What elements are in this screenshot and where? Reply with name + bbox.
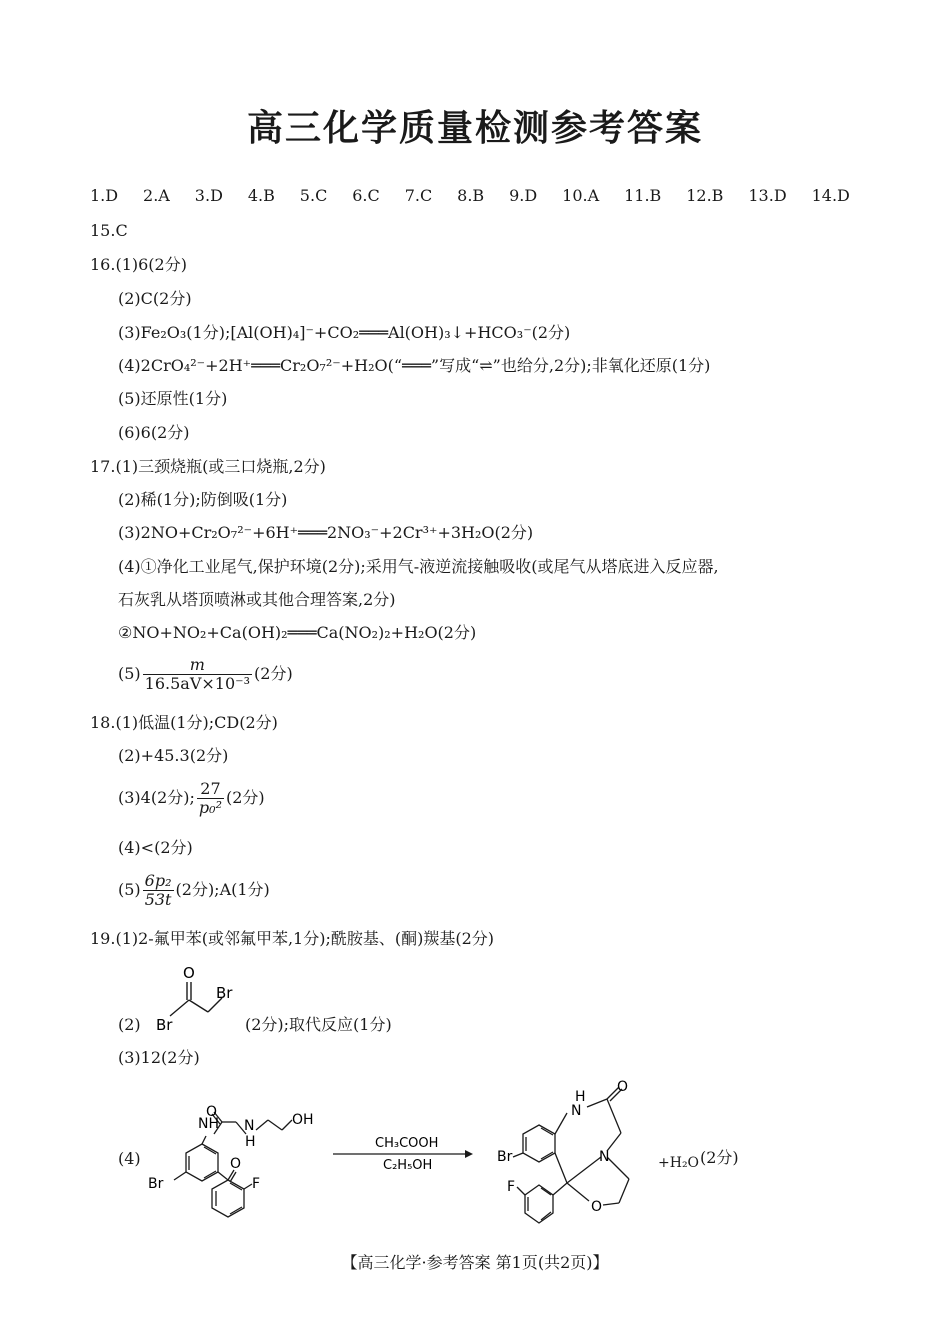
atom-label: O: [230, 1156, 242, 1172]
q17-part5: [118, 656, 293, 693]
q18-fraction-2: [143, 872, 174, 909]
atom-label: F: [507, 1179, 516, 1195]
fraction-numerator: m: [143, 656, 252, 675]
multiple-choice-answers: [90, 186, 850, 205]
atom-label: H: [245, 1134, 256, 1150]
fraction-denominator: 16.5aV×10⁻³: [144, 674, 251, 693]
reaction-arrow: [325, 1130, 475, 1180]
q18-part5: [118, 872, 270, 909]
q17-part3: (3)2NO+Cr₂O₇²⁻+6H⁺═══2NO₃⁻+2Cr³⁺+3H₂O(2分): [118, 523, 534, 542]
q19-part4-score: (2分): [700, 1148, 739, 1167]
mc-answer-15: 15.C: [90, 221, 128, 240]
q19-part2-score: (2分);取代反应(1分): [245, 1015, 392, 1034]
q16-part3: (3)Fe₂O₃(1分);[Al(OH)₄]⁻+CO₂═══Al(OH)₃↓+HCO₃⁻(2分): [118, 323, 571, 342]
q16-part6: (6)6(2分): [118, 423, 190, 442]
atom-label: O: [591, 1199, 603, 1215]
mc-answer: 4.B: [247, 186, 275, 205]
atom-label: NH: [198, 1116, 219, 1132]
atom-label: Br: [497, 1149, 513, 1165]
q16-part5: (5)还原性(1分): [118, 389, 228, 408]
q19-part4-label: (4): [118, 1149, 141, 1168]
mc-answer: 2.A: [143, 186, 170, 205]
atom-label: Br: [156, 1016, 173, 1034]
mc-answer: 13.D: [748, 186, 787, 205]
q18-part3: [118, 780, 265, 817]
atom-label: Br: [148, 1176, 164, 1192]
atom-label: N: [571, 1103, 582, 1119]
page-footer: 【高三化学·参考答案 第1页(共2页)】: [341, 1253, 609, 1272]
fraction-numerator: 27: [197, 780, 224, 799]
atom-label: F: [252, 1176, 261, 1192]
reagent-top: CH₃COOH: [375, 1136, 439, 1151]
mc-answer: 1.D: [90, 186, 119, 205]
product-water: +H₂O: [658, 1155, 700, 1171]
q17-part4b: 石灰乳从塔顶喷淋或其他合理答案,2分): [118, 590, 396, 609]
q18-part2: (2)+45.3(2分): [118, 746, 229, 765]
reactant-structure: [140, 1100, 330, 1240]
atom-label: N: [244, 1118, 255, 1134]
q17-part2: (2)稀(1分);防倒吸(1分): [118, 490, 288, 509]
fraction-denominator: p₀²: [198, 798, 222, 817]
q17-part5-score: (2分): [254, 664, 293, 683]
mc-answer: 10.A: [562, 186, 600, 205]
atom-label: O: [206, 1104, 218, 1120]
mc-answer: 5.C: [299, 186, 328, 205]
mc-answer: 8.B: [457, 186, 485, 205]
q18-part4: (4)<(2分): [118, 838, 193, 857]
q17-part1: 17.(1)三颈烧瓶(或三口烧瓶,2分): [90, 457, 326, 476]
mc-answer: 12.B: [686, 186, 724, 205]
atom-label: N: [599, 1149, 610, 1165]
q18-part5-label: (5): [118, 880, 141, 899]
q16-part2: (2)C(2分): [118, 289, 192, 308]
q18-part3-score: (2分): [225, 788, 265, 807]
mc-answer: 11.B: [624, 186, 662, 205]
fraction-denominator: 53t: [144, 890, 172, 909]
mc-answer: 6.C: [352, 186, 380, 205]
bromoacetyl-bromide-structure: [150, 958, 260, 1038]
q19-part2-label: (2): [118, 1015, 141, 1034]
atom-label: H: [575, 1089, 586, 1105]
page-title: 高三化学质量检测参考答案: [246, 108, 703, 149]
atom-label: O: [183, 964, 195, 982]
q18-part5-score: (2分);A(1分): [175, 880, 270, 899]
q17-part5-label: (5): [118, 664, 141, 683]
atom-label: OH: [292, 1112, 314, 1128]
q18-part3-label: (3)4(2分);: [118, 788, 195, 807]
atom-label: Br: [216, 984, 233, 1002]
q17-part4a: (4)①净化工业尾气,保护环境(2分);采用气-液逆流接触吸收(或尾气从塔底进入反应器,: [118, 557, 719, 576]
q18-part1: 18.(1)低温(1分);CD(2分): [90, 713, 278, 732]
q19-part1: 19.(1)2-氟甲苯(或邻氟甲苯,1分);酰胺基、(酮)羰基(2分): [90, 929, 494, 948]
fraction-numerator: 6p₂: [144, 871, 172, 890]
q16-part1: 16.(1)6(2分): [90, 255, 187, 274]
reagent-bottom: C₂H₅OH: [383, 1158, 433, 1173]
mc-answer: 3.D: [194, 186, 223, 205]
mc-answer: 14.D: [811, 186, 850, 205]
mc-answer: 7.C: [404, 186, 433, 205]
q18-fraction: [197, 780, 224, 817]
product-structure: [495, 1075, 665, 1240]
q16-part4: (4)2CrO₄²⁻+2H⁺═══Cr₂O₇²⁻+H₂O(“═══”写成“⇌”也给分,2分);非氧化还原(1分): [118, 356, 711, 375]
q17-fraction: [143, 656, 252, 693]
q19-part3: (3)12(2分): [118, 1048, 200, 1067]
atom-label: O: [617, 1079, 629, 1095]
mc-answer: 9.D: [509, 186, 538, 205]
q17-part4c: ②NO+NO₂+Ca(OH)₂═══Ca(NO₂)₂+H₂O(2分): [118, 623, 477, 642]
